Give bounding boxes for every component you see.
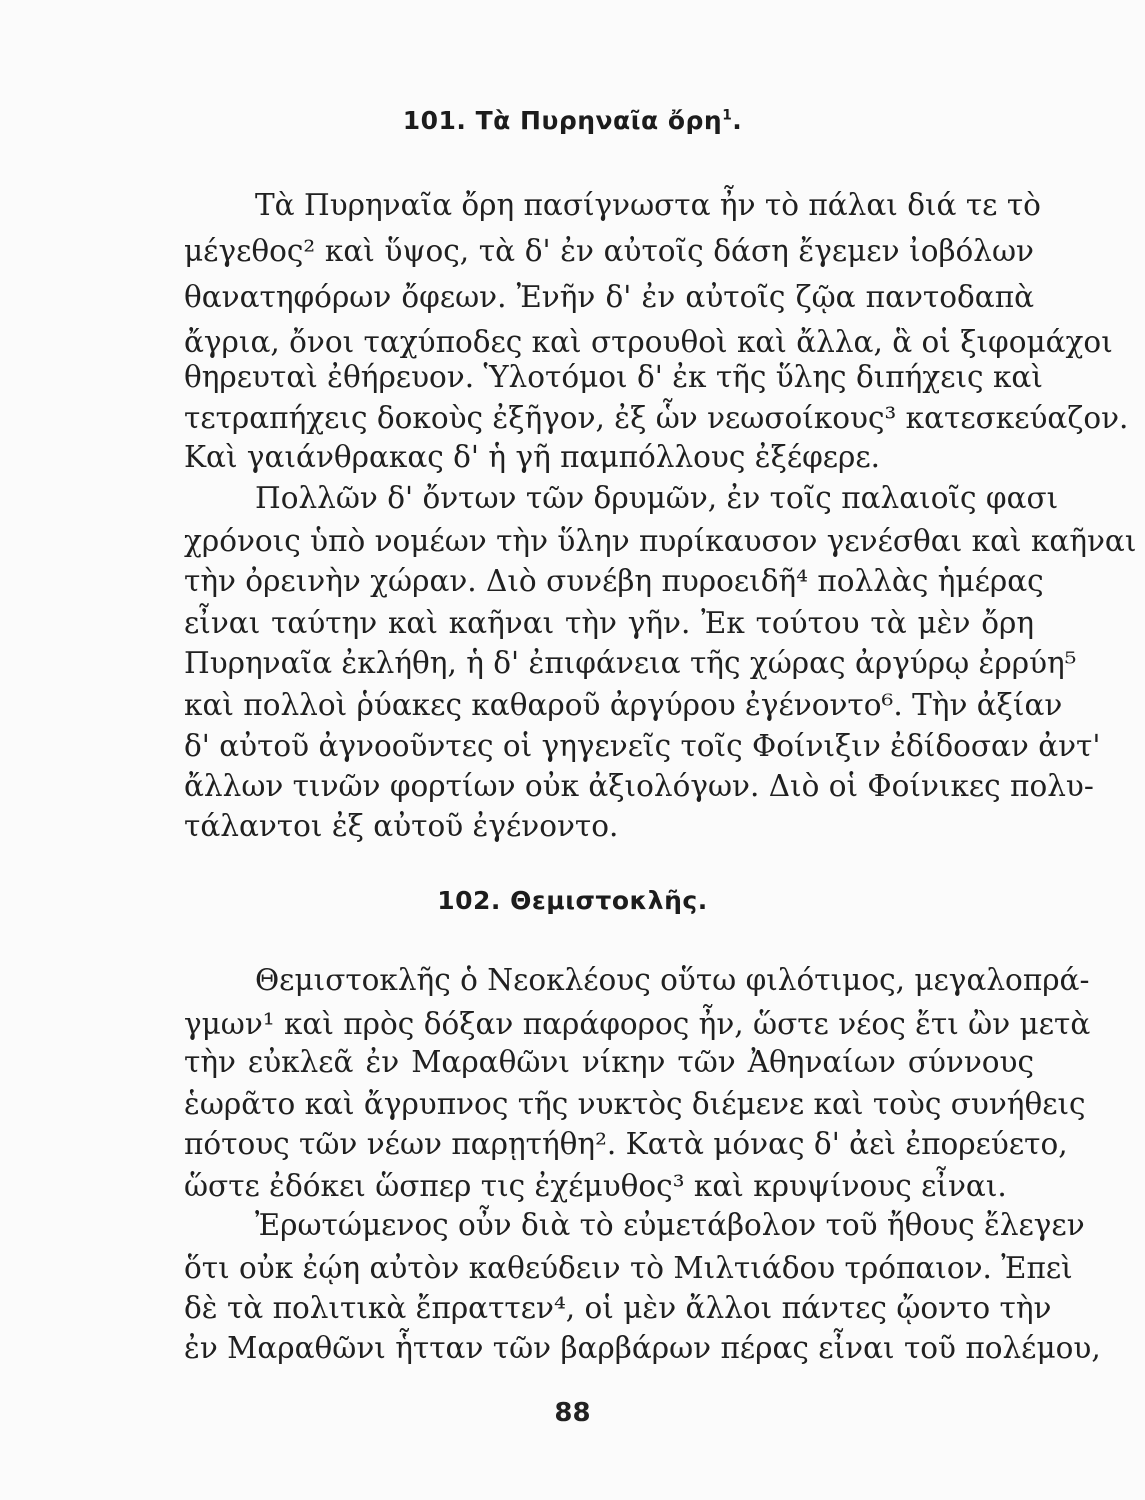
text-line: ὅτι οὐκ ἐῴη αὐτὸν καθεύδειν τὸ Μιλτιάδου τρόπαιον. Ἐπεὶ [184,1251,1073,1285]
text-line: χρόνοις ὑπὸ νομέων τὴν ὕλην πυρίκαυσον γενέσθαι καὶ καῆναι [184,524,1137,558]
text-line: μέγεθος² καὶ ὕψος, τὰ δ' ἐν αὐτοῖς δάση ἔγεμεν ἰοβόλων [184,234,1034,268]
footnote-marker: 1 [722,107,733,124]
text-line: πότους τῶν νέων παρῃτήθη². Κατὰ μόνας δ' ἀεὶ ἐπορεύετο, [184,1127,1068,1161]
text-line: Θεμιστοκλῆς ὁ Νεοκλέους οὕτω φιλότιμος, μεγαλοπρά- [255,963,1090,997]
text-line: τὴν εὐκλεᾶ ἐν Μαραθῶνι νίκην τῶν Ἀθηναίων σύννους [184,1045,1034,1079]
text-line: ἐν Μαραθῶνι ἧτταν τῶν βαρβάρων πέρας εἶναι τοῦ πολέμου, [184,1331,1101,1365]
text-line: τὴν ὀρεινὴν χώραν. Διὸ συνέβη πυροειδῆ⁴ πολλὰς ἡμέρας [184,564,1044,598]
text-line: Πυρηναῖα ἐκλήθη, ἡ δ' ἐπιφάνεια τῆς χώρας ἀργύρῳ ἐρρύη⁵ [184,646,1077,680]
text-line: Πολλῶν δ' ὄντων τῶν δρυμῶν, ἐν τοῖς παλαιοῖς φασι [255,481,1059,515]
heading-period: . [732,106,743,135]
section-heading-101 [0,106,1145,135]
text-line: δὲ τὰ πολιτικὰ ἔπραττεν⁴, οἱ μὲν ἄλλοι πάντες ᾤοντο τὴν [184,1291,1052,1325]
text-line: ἑωρᾶτο καὶ ἄγρυπνος τῆς νυκτὸς διέμενε καὶ τοὺς συνήθεις [184,1087,1086,1121]
text-line: καὶ πολλοὶ ῥύακες καθαροῦ ἀργύρου ἐγένοντο⁶. Τὴν ἀξίαν [184,688,1063,722]
text-line: ἄγρια, ὄνοι ταχύποδες καὶ στρουθοὶ καὶ ἄλλα, ἃ οἱ ξιφομάχοι [184,325,1113,359]
section-heading-102: 102. Θεμιστοκλῆς. [437,886,708,915]
text-line: Καὶ γαιάνθρακας δ' ἡ γῆ παμπόλλους ἐξέφερε. [184,440,881,474]
text-line: ἄλλων τινῶν φορτίων οὐκ ἀξιολόγων. Διὸ οἱ Φοίνικες πολυ- [184,769,1094,803]
page-number: 88 [554,1398,591,1428]
text-line: Ἐρωτώμενος οὖν διὰ τὸ εὐμετάβολον τοῦ ἤθους ἔλεγεν [255,1208,1085,1242]
section-heading-text: 101. Τὰ Πυρηναῖα ὄρη [402,106,723,135]
text-line: τετραπήχεις δοκοὺς ἐξῆγον, ἐξ ὧν νεωσοίκους³ κατεσκεύαζον. [184,401,1129,435]
text-line: ὥστε ἐδόκει ὥσπερ τις ἐχέμυθος³ καὶ κρυψίνους εἶναι. [184,1169,1007,1203]
text-line: δ' αὐτοῦ ἀγνοοῦντες οἱ γηγενεῖς τοῖς Φοίνιξιν ἐδίδοσαν ἀντ' [184,729,1101,763]
text-line: θανατηφόρων ὄφεων. Ἐνῆν δ' ἐν αὐτοῖς ζῷα παντοδαπὰ [184,280,1034,314]
text-line: θηρευταὶ ἐθήρευον. Ὑλοτόμοι δ' ἐκ τῆς ὕλης διπήχεις καὶ [184,360,1043,394]
text-line: εἶναι ταύτην καὶ καῆναι τὴν γῆν. Ἐκ τούτου τὰ μὲν ὄρη [184,606,1034,640]
text-line: Τὰ Πυρηναῖα ὄρη πασίγνωστα ἦν τὸ πάλαι διά τε τὸ [255,188,1041,222]
text-line: τάλαντοι ἐξ αὐτοῦ ἐγένοντο. [184,809,619,843]
text-line: γμων¹ καὶ πρὸς δόξαν παράφορος ἦν, ὥστε νέος ἔτι ὢν μετὰ [184,1007,1091,1041]
